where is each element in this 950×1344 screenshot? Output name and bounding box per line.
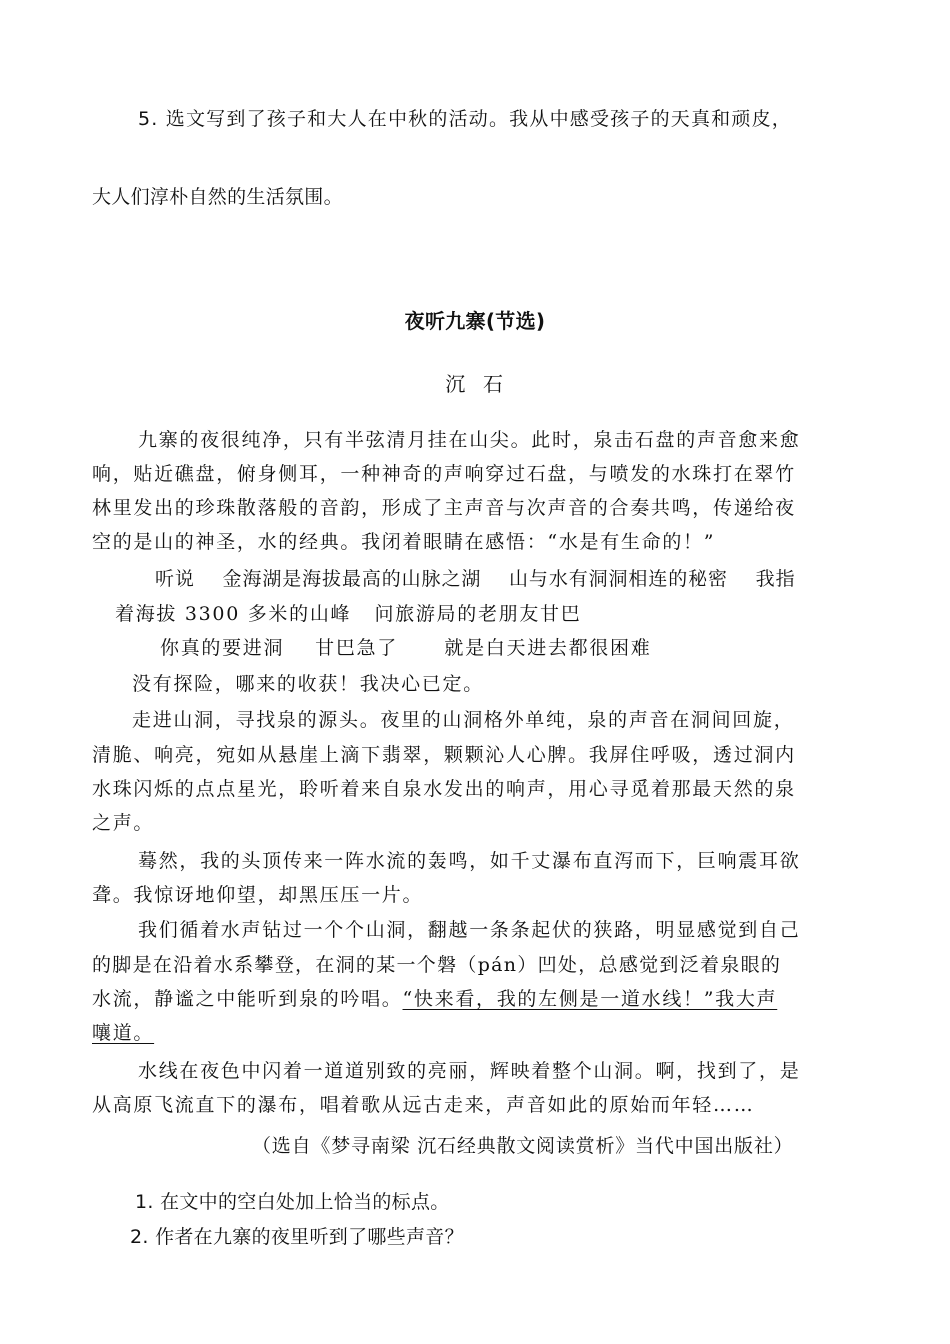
p7-line-2: 的脚是在沿着水系攀登，在洞的某一个磐（pán）凹处，总感觉到泛着泉眼的 (92, 954, 782, 976)
p7-underlined-quote-end: 嚷道。 (92, 1022, 155, 1044)
question-1: 1. 在文中的空白处加上恰当的标点。 (135, 1191, 450, 1213)
p5-line-1: 走进山洞，寻找泉的源头。夜里的山洞格外单纯，泉的声音在洞间回旋， (132, 709, 795, 731)
p1-line-1: 九寨的夜很纯净，只有半弦清月挂在山尖。此时，泉击石盘的声音愈来愈 (138, 429, 801, 451)
p1-line-4: 空的是山的神圣，水的经典。我闭着眼睛在感悟：“水是有生命的！” (92, 531, 716, 553)
p7-underlined-quote: “快来看，我的左侧是一道水线！”我大声 (402, 988, 778, 1010)
p5-line-2: 清脆、响亮，宛如从悬崖上滴下翡翠，颗颗沁人心脾。我屏住呼吸，透过洞内 (92, 744, 796, 766)
article-title: 夜听九寨(节选) (404, 309, 546, 333)
p7-line-3-plain: 水流，静谧之中能听到泉的吟唱。 (92, 988, 403, 1010)
p8-line-2: 从高原飞流直下的瀑布，唱着歌从远古走来，声音如此的原始而年轻…… (92, 1094, 755, 1116)
p5-line-4: 之声。 (92, 812, 155, 834)
p2-line-2: 着海拔 3300 多米的山峰 问旅游局的老朋友甘巴 (115, 603, 582, 625)
p3-line: 你真的要进洞 甘巴急了 就是白天进去都很困难 (160, 637, 652, 659)
p5-line-3: 水珠闪烁的点点星光，聆听着来自泉水发出的响声，用心寻觅着那最天然的泉 (92, 778, 796, 800)
p1-line-2: 响，贴近礁盘，俯身侧耳，一种神奇的声响穿过石盘，与喷发的水珠打在翠竹 (92, 463, 796, 485)
p6-line-1: 蓦然，我的头顶传来一阵水流的轰鸣，如千丈瀑布直泻而下，巨响震耳欲 (138, 850, 801, 872)
source-citation: （选自《梦寻南梁 沉石经典散文阅读赏析》当代中国出版社） (252, 1135, 794, 1157)
p4-line: 没有探险，哪来的收获！我决心已定。 (132, 673, 484, 695)
prev-answer-line-1: 5. 选文写到了孩子和大人在中秋的活动。我从中感受孩子的天真和顽皮， (138, 108, 792, 130)
question-2: 2. 作者在九寨的夜里听到了哪些声音？ (130, 1226, 464, 1248)
p1-line-3: 林里发出的珍珠散落般的音韵，形成了主声音与次声音的合奏共鸣，传递给夜 (92, 497, 796, 519)
p7-line-3 (92, 984, 777, 1011)
prev-answer-line-2: 大人们淳朴自然的生活氛围。 (92, 186, 343, 208)
p8-line-1: 水线在夜色中闪着一道道别致的亮丽，辉映着整个山洞。啊，找到了，是 (138, 1060, 801, 1082)
p6-line-2: 聋。我惊讶地仰望，却黑压压一片。 (92, 884, 424, 906)
p2-line-1: 听说 金海湖是海拔最高的山脉之湖 山与水有洞洞相连的秘密 我指 (155, 568, 796, 590)
article-author: 沉 石 (445, 372, 505, 396)
p7-line-1: 我们循着水声钻过一个个山洞，翻越一条条起伏的狭路，明显感觉到自己 (138, 919, 801, 941)
